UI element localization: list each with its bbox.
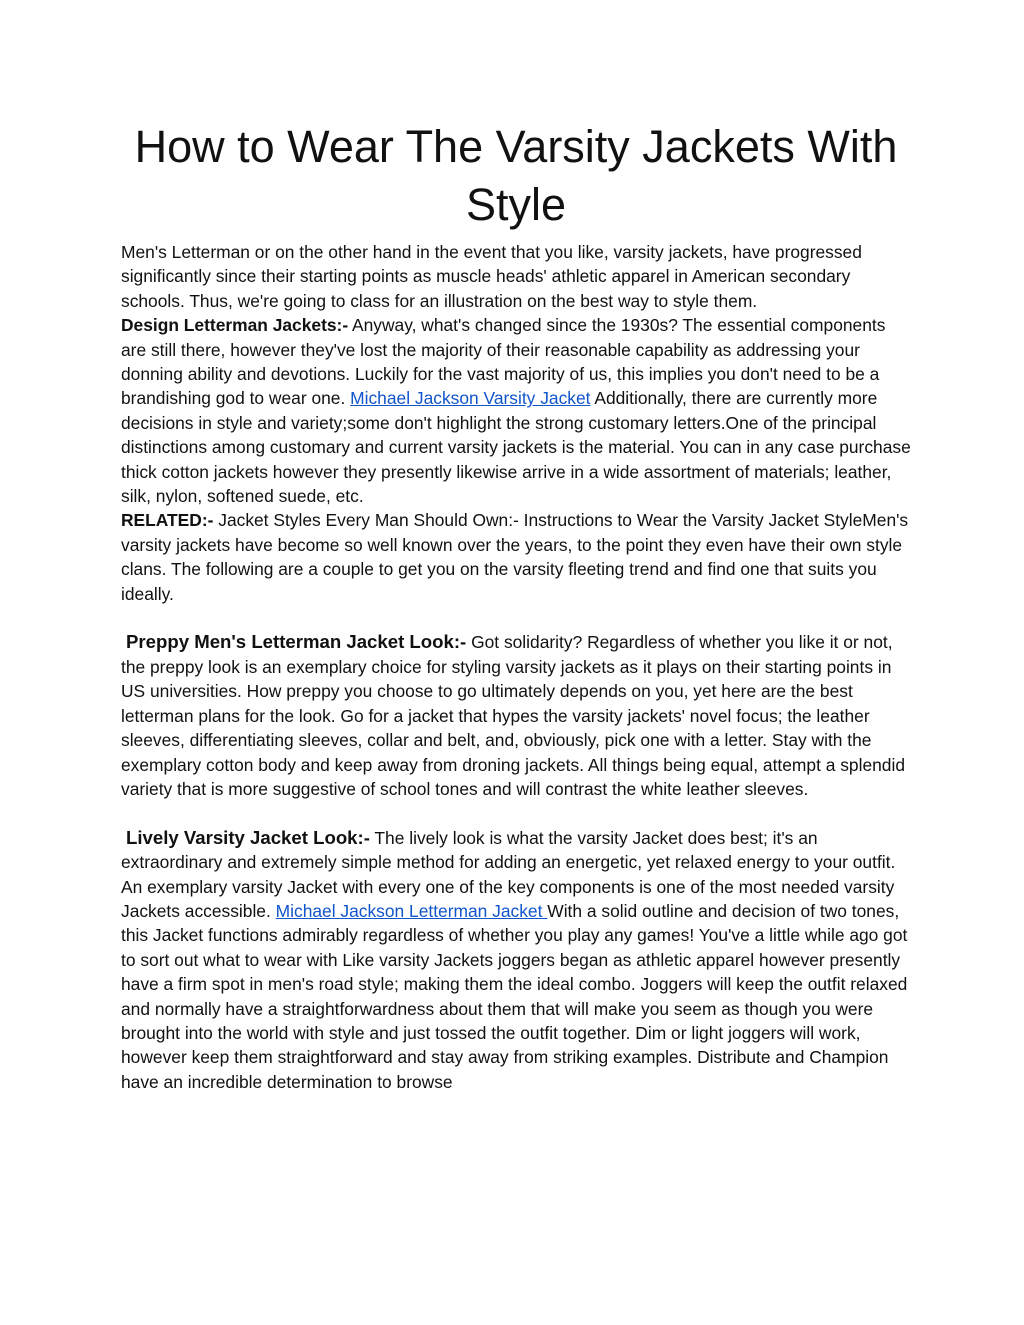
spacer: [121, 606, 911, 630]
intro-paragraph: [121, 240, 911, 606]
intro-text: Men's Letterman or on the other hand in the event that you like, varsity jackets, have progressed significantly since their starting points as muscle heads' athletic apparel in American secondary schools. Thus, we're going to class for an illustration on the best way to style them.: [121, 242, 862, 311]
lively-heading: Lively Varsity Jacket Look:-: [126, 826, 370, 848]
preppy-heading: Preppy Men's Letterman Jacket Look:-: [126, 631, 467, 653]
spacer: [121, 801, 911, 825]
preppy-paragraph: [121, 630, 911, 801]
michael-jackson-letterman-jacket-link[interactable]: Michael Jackson Letterman Jacket: [275, 900, 548, 921]
related-heading: RELATED:-: [121, 510, 214, 531]
lively-paragraph: [121, 826, 911, 1094]
design-heading: Design Letterman Jackets:-: [121, 315, 349, 336]
design-text-after-link: Additionally, there are currently more decisions in style and variety;some don't highlight the strong customary letters.One of the principal distinctions among customary and current varsity jackets is the material. You can in any case purchase thick cotton jackets however they presently likewise arrive in a wide assortment of materials; leather, silk, nylon, softened suede, etc.: [121, 388, 911, 507]
lively-text-before-link: The lively look is what the varsity Jacket does best; it's an extraordinary and extremely simple method for adding an energetic, yet relaxed energy to your outfit. An exemplary varsity Jacket with every one of the key components is one of the most needed varsity Jackets accessible.: [121, 827, 896, 921]
page-title: How to Wear The Varsity Jackets With Style: [134, 121, 898, 230]
lively-text-after-link: With a solid outline and decision of two tones, this Jacket functions admirably regardless of whether you play any games! You've a little while ago got to sort out what to wear with Like varsity Jackets joggers began as athletic apparel however presently have a firm spot in men's road style; making them the ideal combo. Joggers will keep the outfit relaxed and normally have a straightforwardness about them that will make you seem as though you were brought into the world with style and just tossed the outfit together. Dim or light joggers will work, however keep them straightforward and stay away from striking examples. Distribute and Champion have an incredible determination to browse: [121, 900, 908, 1092]
michael-jackson-varsity-jacket-link[interactable]: Michael Jackson Varsity Jacket: [350, 388, 591, 409]
preppy-text: Got solidarity? Regardless of whether you like it or not, the preppy look is an exemplary choice for styling varsity jackets as it plays on their starting points in US universities. How preppy you choose to go ultimately depends on you, yet here are the best letterman plans for the look. Go for a jacket that hypes the varsity jackets' novel focus; the leather sleeves, differentiating sleeves, collar and belt, and, obviously, pick one with a letter. Stay with the exemplary cotton body and keep away from droning jackets. All things being equal, attempt a splendid variety that is more suggestive of school tones and will contrast the white leather sleeves.: [121, 632, 906, 799]
related-text: Jacket Styles Every Man Should Own:- Instructions to Wear the Varsity Jacket StyleMen's varsity jackets have become so well known over the years, to the point they even have their own style clans. The following are a couple to get you on the varsity fleeting trend and find one that suits you ideally.: [121, 510, 909, 604]
design-text-before-link: Anyway, what's changed since the 1930s? The essential components are still there, however they've lost the majority of their reasonable capability as addressing your donning ability and devotions. Luckily for the vast majority of us, this implies you don't need to be a brandishing god to wear one.: [121, 315, 886, 409]
document-page: [121, 118, 911, 1094]
